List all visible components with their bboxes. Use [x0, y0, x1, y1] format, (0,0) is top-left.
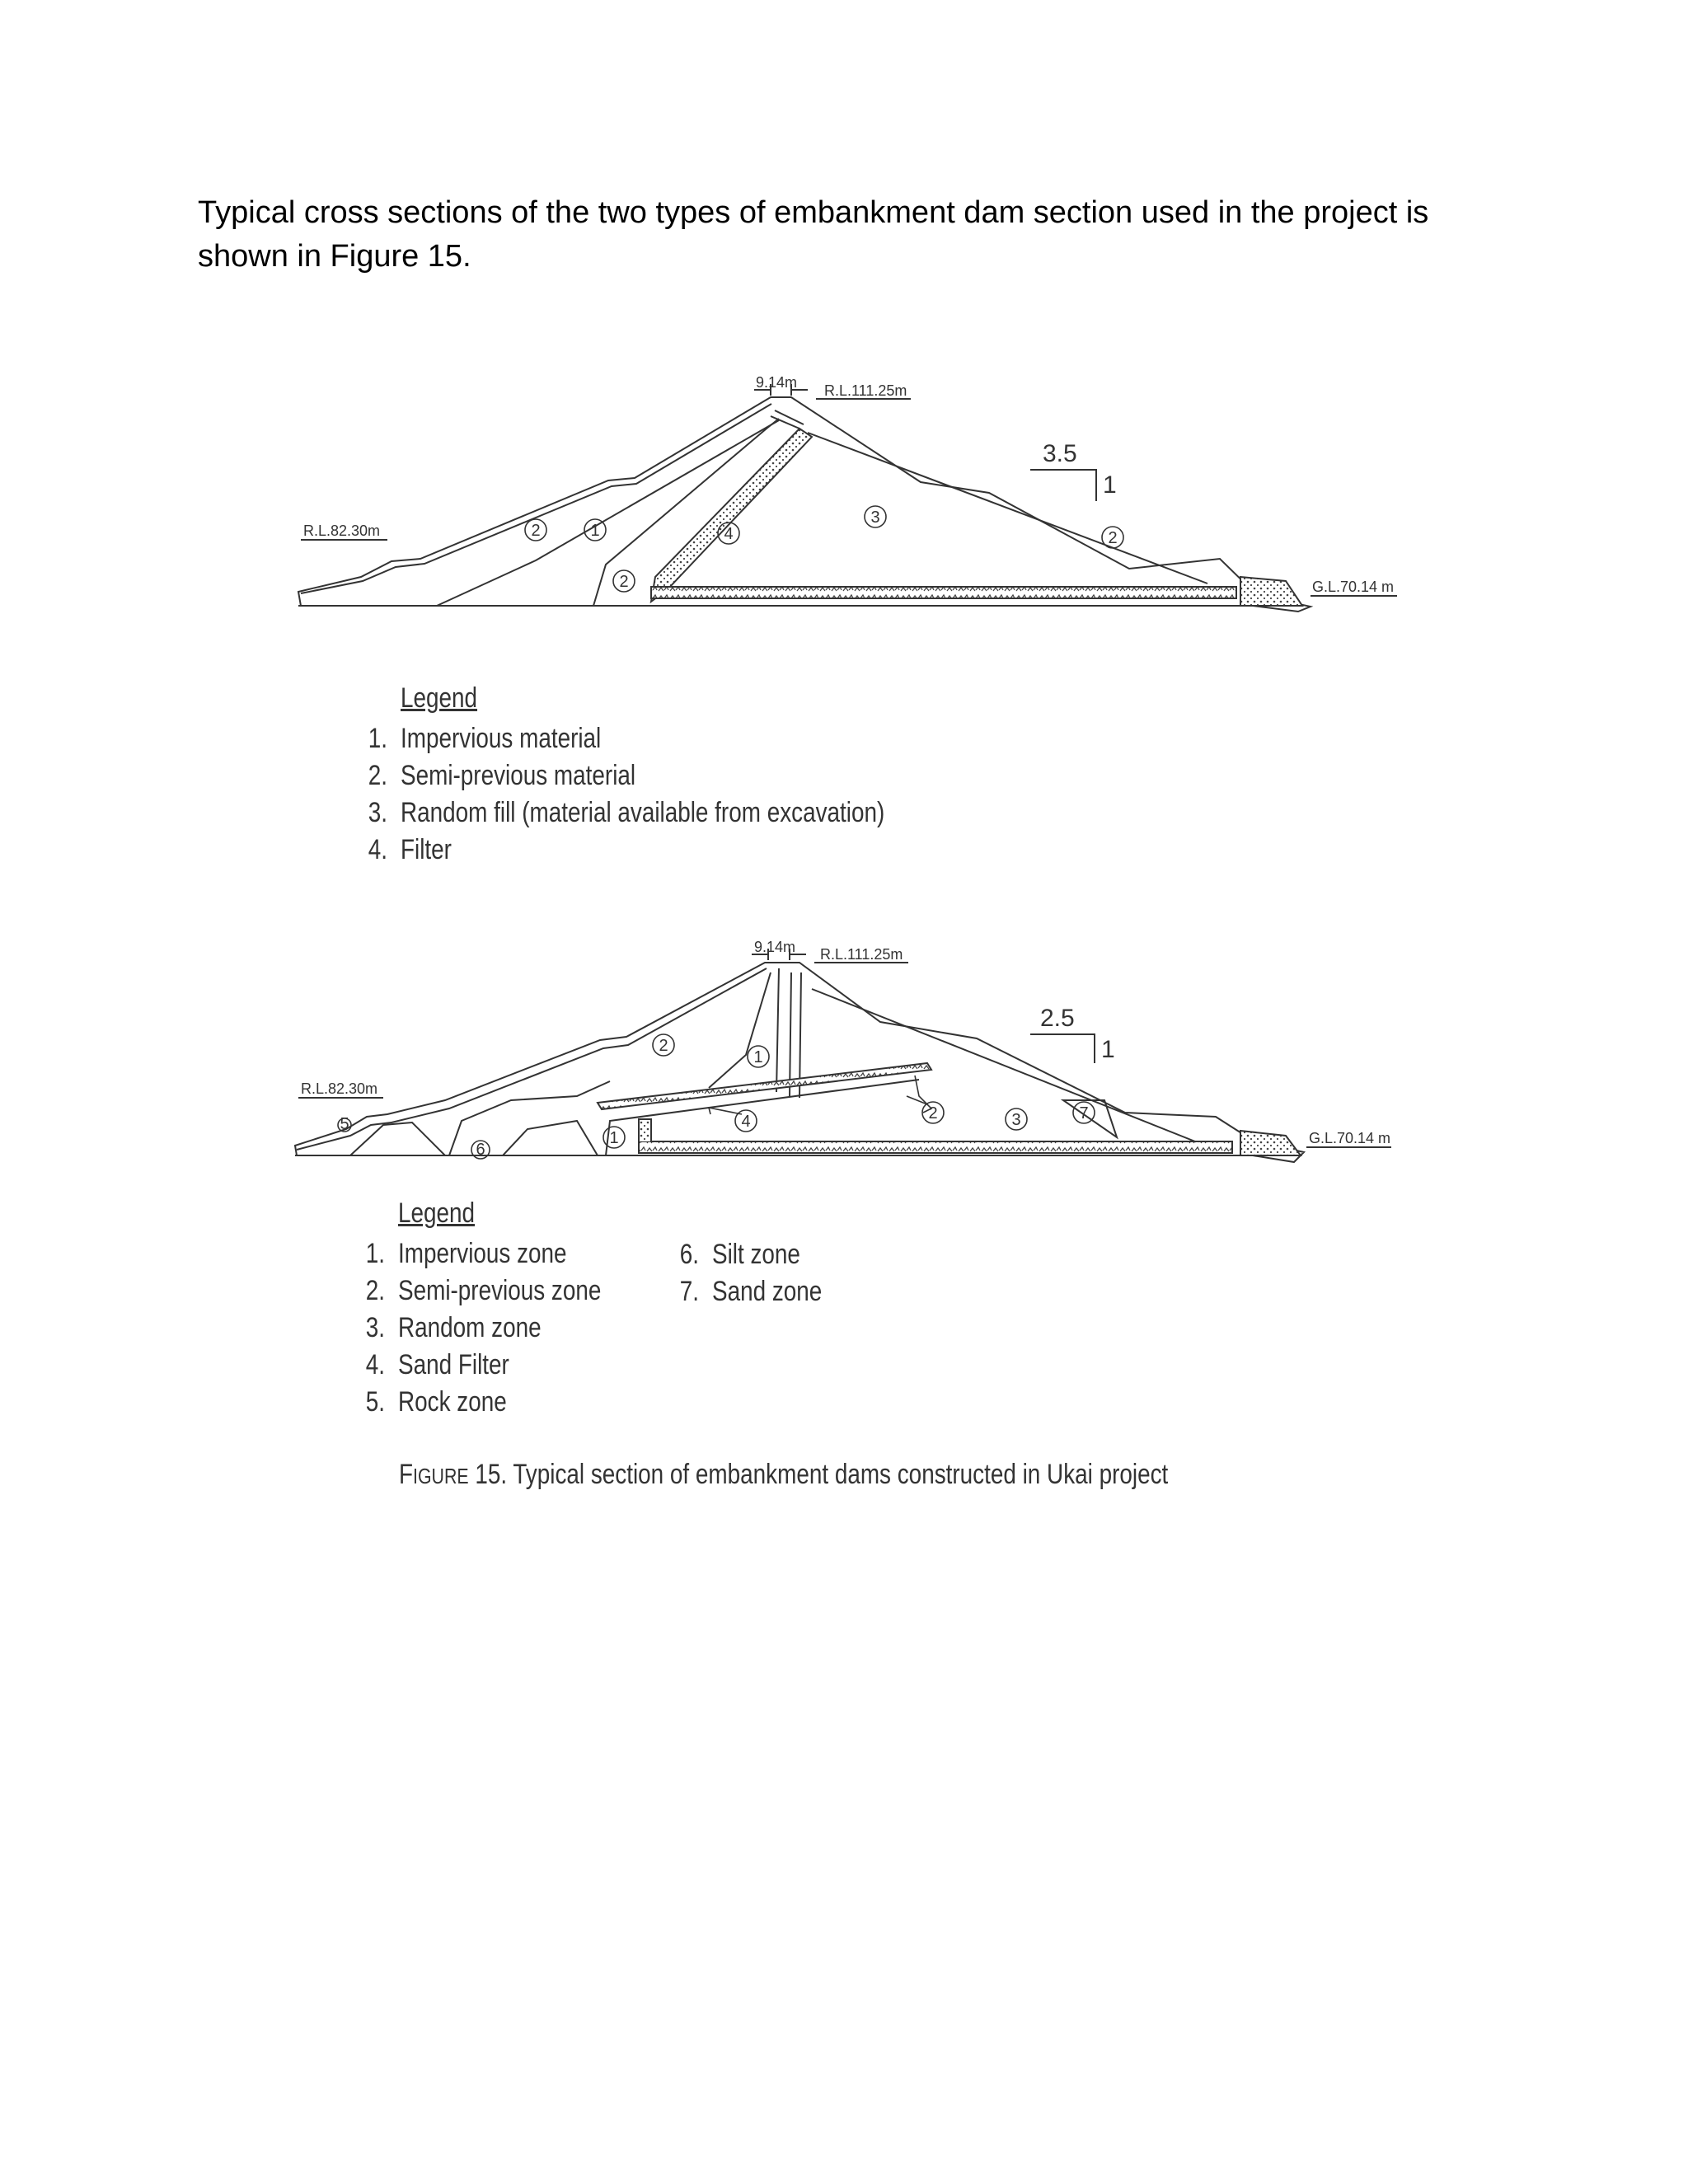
dam1-crest-lines: [771, 410, 804, 429]
dam1-upstream-level: R.L.82.30m: [303, 523, 381, 539]
figure-caption: [399, 1459, 1168, 1491]
dam1-crest-width: 9.14m: [755, 374, 798, 391]
dam1-outline: [298, 397, 1311, 612]
dam2-slope-indicator: [1030, 1034, 1095, 1063]
legend-item: 3. Random fill (material available from excavation): [394, 794, 884, 832]
legend-item: 4. Filter: [394, 832, 884, 869]
legend-title: Legend: [398, 1197, 476, 1229]
dam1-zone-label: 2: [531, 522, 541, 540]
legend-list: [367, 720, 884, 869]
dam2-zone-label: 1: [609, 1129, 619, 1147]
dam1-crest-level: R.L.111.25m: [824, 382, 907, 399]
dam1-downstream-inner: [808, 433, 1207, 583]
legend-item: 7. Sand zone: [706, 1273, 823, 1310]
legend-item: 3. Random zone: [392, 1310, 602, 1347]
dam-section-1-labels: [303, 374, 1394, 595]
legend-section-2-right: [678, 1236, 822, 1310]
dam1-toe-filter: [1240, 577, 1302, 606]
dam1-zone-label: 2: [1108, 529, 1118, 547]
dam1-zone-label: 2: [619, 573, 629, 591]
legend-item: 1. Impervious material: [394, 720, 884, 757]
dam2-upstream-layer: [297, 968, 767, 1150]
dam1-drainage-blanket: [651, 587, 1236, 598]
dam2-zone-label: 7: [1079, 1104, 1089, 1122]
dam2-ground-level: G.L.70.14 m: [1309, 1130, 1391, 1146]
caption-label-rest: IGURE: [413, 1464, 469, 1488]
legend-title: Legend: [401, 682, 478, 714]
dam2-core-box: [639, 1119, 651, 1141]
caption-text: 15. Typical section of embankment dams constructed in Ukai project: [475, 1459, 1169, 1490]
dam2-slope-h: 2.5: [1040, 1005, 1075, 1032]
legend-list-left: [364, 1235, 601, 1421]
dam2-sand-zone: [1063, 1100, 1117, 1137]
legend-item: 6. Silt zone: [706, 1236, 823, 1273]
dam2-zone-label: 5: [340, 1115, 349, 1133]
dam2-zone-label: 1: [753, 1048, 763, 1066]
dam2-core-left: [709, 972, 771, 1088]
dam2-pointer-4: [709, 1108, 742, 1114]
dam2-upstream-level: R.L.82.30m: [301, 1080, 378, 1097]
dam2-zone-label: 3: [1011, 1111, 1021, 1129]
dam-section-2-labels: [301, 939, 1390, 1159]
legend-item: 5. Rock zone: [392, 1384, 602, 1421]
legend-list-right: [678, 1236, 822, 1310]
dam-section-1: [298, 384, 1397, 612]
legend-item: 2. Semi-previous zone: [392, 1272, 602, 1310]
dam2-pointer-2b: [907, 1096, 927, 1104]
dam2-upstream-inner: [503, 1121, 598, 1155]
dam1-zone-label: 3: [870, 509, 880, 527]
legend-item: 2. Semi-previous material: [394, 757, 884, 794]
dam2-zone-label: 2: [928, 1104, 938, 1122]
dam1-ground-level: G.L.70.14 m: [1312, 579, 1395, 595]
dam2-zone-label: 6: [476, 1141, 485, 1159]
dam1-slope-v: 1: [1103, 471, 1117, 499]
legend-section-1: [367, 680, 884, 869]
legend-section-2: [364, 1195, 601, 1421]
dam-section-2: [295, 949, 1391, 1162]
dam1-slope-indicator: [1030, 470, 1096, 501]
dam2-slope-v: 1: [1101, 1036, 1115, 1063]
intro-paragraph: Typical cross sections of the two types of embankment dam section used in the project is shown in Figure 15.: [198, 195, 1429, 274]
dam1-slope-h: 3.5: [1043, 440, 1077, 467]
dam1-zone-label: 4: [724, 525, 734, 543]
dam2-inclined-filter: [598, 1063, 931, 1109]
dam2-crest-level: R.L.111.25m: [820, 946, 903, 963]
dam2-zone-label: 2: [659, 1037, 668, 1055]
dam1-upstream-layer: [301, 404, 771, 593]
legend-item: 4. Sand Filter: [392, 1347, 602, 1384]
dam1-zone-label: 1: [590, 522, 600, 540]
legend-item: 1. Impervious zone: [392, 1235, 602, 1272]
dam2-toe-filter: [1240, 1131, 1301, 1155]
dam2-drainage-blanket: [639, 1141, 1232, 1153]
caption-label-initial: F: [399, 1459, 414, 1490]
dam2-zone-label: 4: [741, 1113, 751, 1131]
dam2-crest-width: 9.14m: [753, 939, 796, 955]
